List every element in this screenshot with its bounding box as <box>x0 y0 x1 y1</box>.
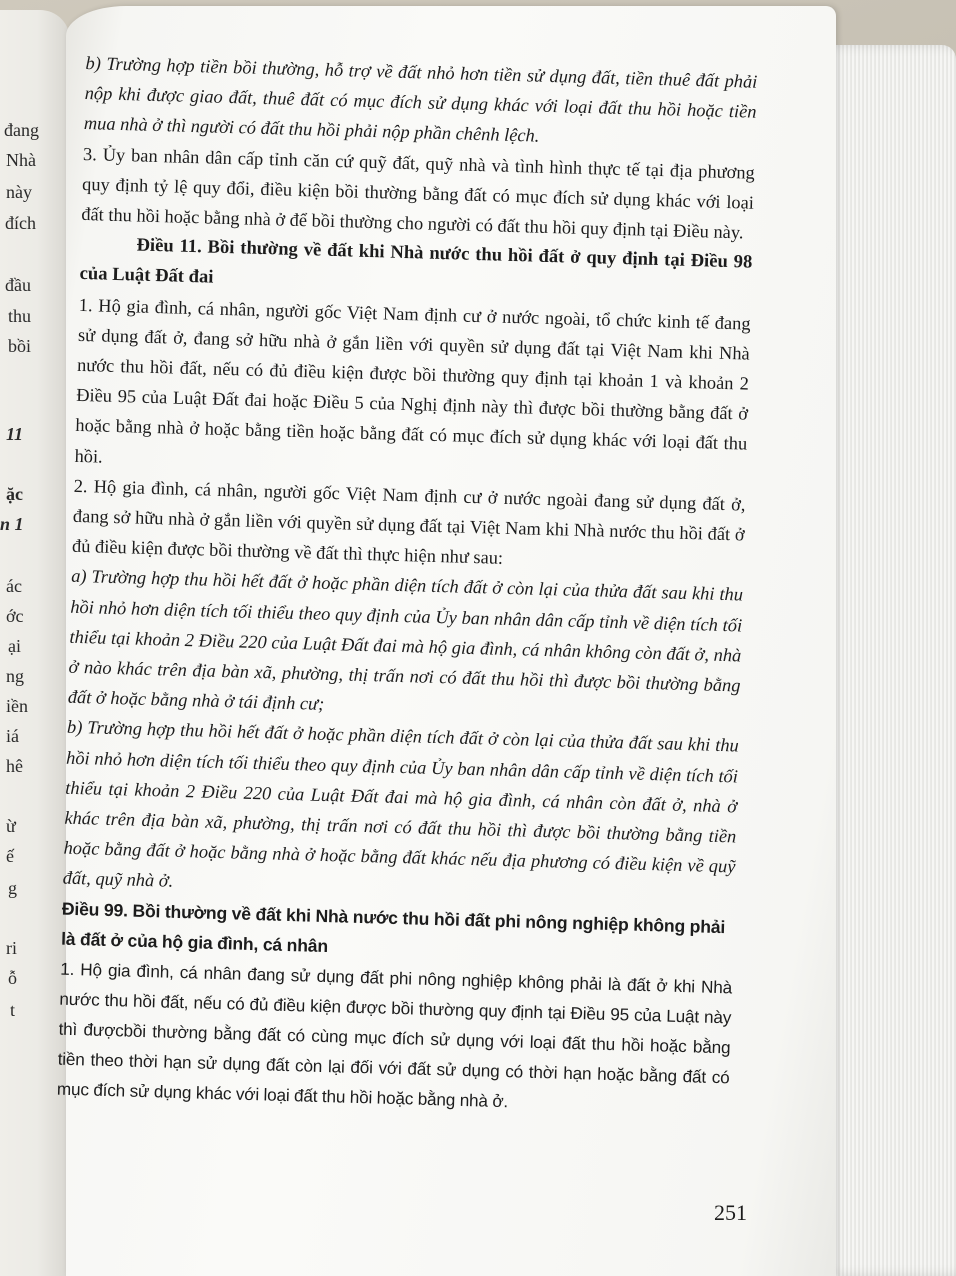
left-page-text: ế <box>6 846 14 866</box>
left-page-text: n 1 <box>0 514 24 534</box>
left-page-text: ng <box>6 666 24 686</box>
article-11-clause-2b: b) Trường hợp thu hồi hết đất ở hoặc phần diện tích đất ở còn lại của thửa đất sau khi thu hồi nhỏ hơn diện tích tối thiểu theo quy định của Ủy ban nhân dân cấp tỉnh về diện tích tối thiểu tại khoản 2 Điều 220 của Luật Đất đai mà hộ gia đình, cá nhân còn đất ở, nhà ở khác trên địa bàn xã, phường, thị trấn nơi có đất thu hồi thì được bồi thường bằng tiền hoặc bằng đất ở hoặc bằng nhà ở hoặc bằng đất khác nếu địa phương có điều kiện về quỹ đất, quỹ nhà ở. <box>62 717 740 892</box>
article-11-clause-1: 1. Hộ gia đình, cá nhân, người gốc Việt Nam định cư ở nước ngoài, tổ chức kinh tế đang sử dụng đất ở, đang sở hữu nhà ở gắn liền với quyền sử dụng đất tại Việt Nam khi Nhà nước thu hồi đất, nếu có đủ điều kiện được bồi thường quy định tại khoản 1 và khoản 2 Điều 95 của Luật Đất đai hoặc Điều 5 của Nghị định này thì được bồi thường bằng đất ở hoặc bằng nhà ở hoặc bằng tiền hoặc bằng đất có mục đích sử dụng khác với loại đất thu hồi. <box>74 294 751 467</box>
left-page-text: đích <box>5 213 36 233</box>
paragraph-2b: b) Trường hợp tiền bồi thường, hỗ trợ về đất nhỏ hơn tiền sử dụng đất, tiền thuê đất phải nộp khi được giao đất, thuê đất có mục đích sử dụng khác với loại đất thu hồi hoặc tiền mua nhà ở thì người có đất thu hồi phải nộp phần chênh lệch. <box>83 52 758 147</box>
page-content <box>57 48 758 1122</box>
left-page-text: ừ <box>6 816 16 836</box>
article-11-heading: Điều 11. Bồi thường về đất khi Nhà nước thu hồi đất ở quy định tại Điều 98 của Luật Đất đai <box>79 234 753 289</box>
page-number: 251 <box>714 1200 747 1225</box>
left-page-text: đang <box>4 120 39 140</box>
left-page-text: này <box>6 182 32 202</box>
left-page-text: 11 <box>6 424 24 444</box>
article-11-clause-2: 2. Hộ gia đình, cá nhân, người gốc Việt Nam định cư ở nước ngoài đang sử dụng đất ở, đang sở hữu nhà ở gắn liền với quyền sử dụng đất tại Việt Nam khi Nhà nước thu hồi đất ở đủ điều kiện được bồi thường về đất thì thực hiện như sau: <box>71 475 746 569</box>
article-99-heading: Điều 99. Bồi thường về đất khi Nhà nước thu hồi đất phi nông nghiệp không phải là đất ở của hộ gia đình, cá nhân <box>60 898 726 956</box>
paragraph-3: 3. Ủy ban nhân dân cấp tỉnh căn cứ quỹ đất, quỹ nhà và tình hình thực tế tại địa phương quy định tỷ lệ quy đổi, điều kiện bồi thường bằng đất có mục đích sử dụng khác với loại đất thu hồi hoặc bằng nhà ở để bồi thường cho người có đất thu hồi quy định tại Điều này. <box>81 143 756 243</box>
left-page-text: bồi <box>8 336 32 356</box>
left-page-text: thu <box>8 306 32 326</box>
left-page-text: ớc <box>6 606 24 626</box>
left-page-text: ỗ <box>8 968 17 988</box>
left-page-text: ại <box>8 636 21 656</box>
page-stack-edges <box>820 45 956 1276</box>
left-page-text: đầu <box>5 275 31 295</box>
left-page-text: ặc <box>6 484 23 504</box>
article-11-clause-2a: a) Trường hợp thu hồi hết đất ở hoặc phần diện tích đất ở còn lại của thửa đất sau khi thu hồi nhỏ hơn diện tích tối thiểu theo quy định của Ủy ban nhân dân cấp tỉnh về diện tích tối thiểu tại khoản 2 Điều 220 của Luật Đất đai mà hộ gia đình, cá nhân không còn đất ở, nhà ở nào khác trên địa bàn xã, phường, thị trấn nơi có đất thu hồi thì được bồi thường bằng đất ở hoặc bằng nhà ở tái định cư; <box>67 566 744 715</box>
left-page-text: ri <box>6 938 17 958</box>
left-page-text: g <box>8 878 17 898</box>
left-page-text: iá <box>6 726 19 746</box>
article-99-clause-1: 1. Hộ gia đình, cá nhân đang sử dụng đất phi nông nghiệp không phải là đất ở khi Nhà nước thu hồi đất, nếu có đủ điều kiện được bồi thường quy định tại Điều 95 của Luật này thì đượcbồi thường bằng đất có cùng mục đích sử dụng với loại đất thu hồi hoặc bằng tiền theo thời hạn sử dụng đất còn lại đối với đất sử dụng có thời hạn hoặc bằng đất có mục đích sử dụng khác với loại đất thu hồi hoặc bằng nhà ở. <box>56 958 733 1111</box>
left-page-text: iền <box>6 696 28 716</box>
left-page-text: hê <box>6 756 23 776</box>
left-page-text: Nhà <box>6 150 36 170</box>
left-page-text: t <box>10 1000 16 1020</box>
left-page-text: ác <box>6 576 22 596</box>
